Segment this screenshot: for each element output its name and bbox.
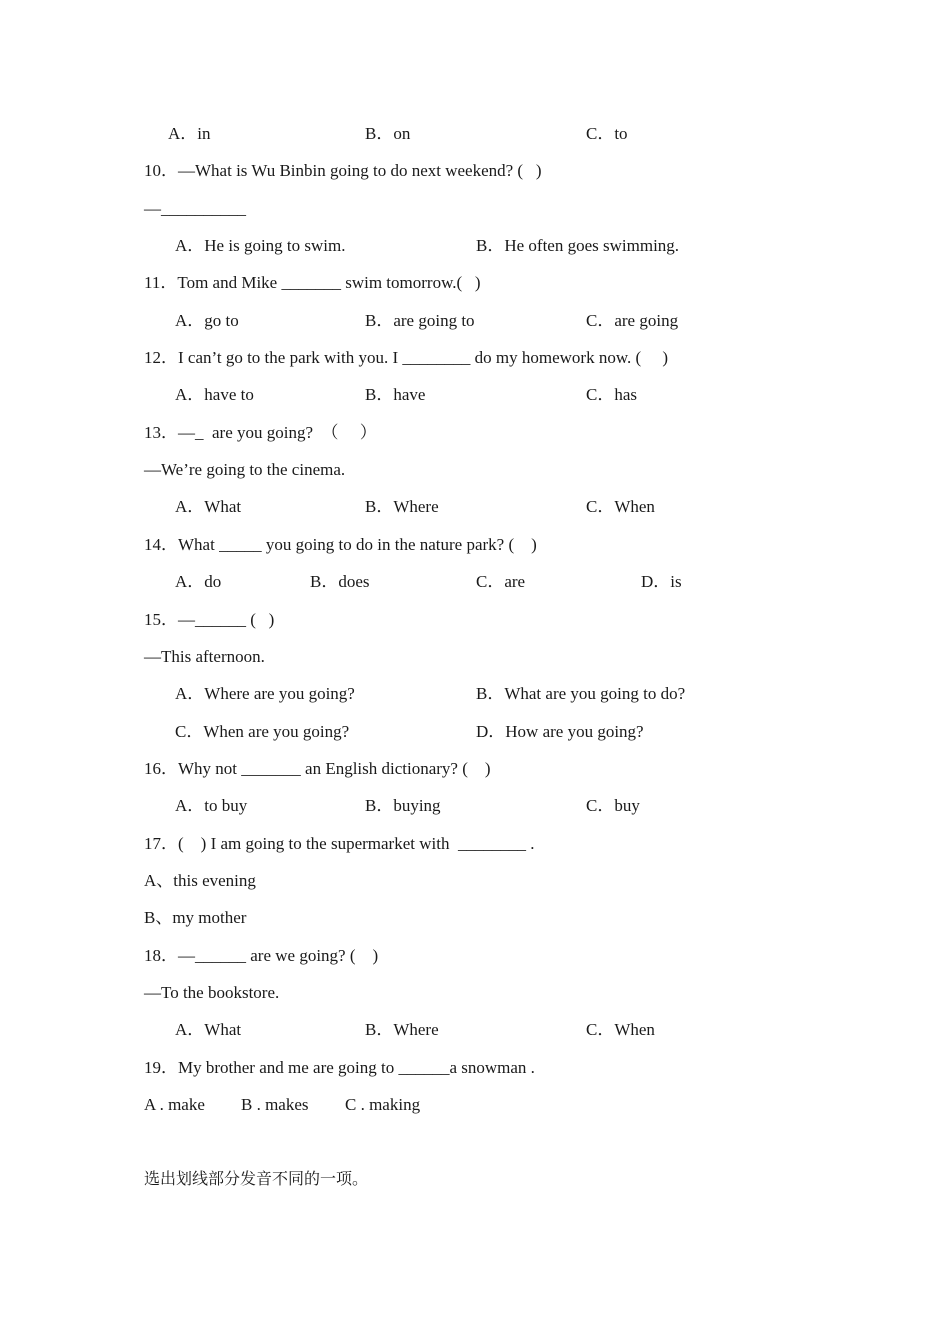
q12-option-a: A．have to (175, 385, 254, 404)
q17-stem: 17．( ) I am going to the supermarket with ________ . (144, 834, 535, 853)
q11-stem: 11．Tom and Mike _______ swim tomorrow.( ) (144, 273, 481, 292)
q11-option-c: C．are going (586, 311, 679, 330)
q15-option-b: B．What are you going to do? (476, 684, 686, 703)
q18-reply: —To the bookstore. (144, 983, 280, 1002)
q17-option-a: A、this evening (144, 871, 256, 890)
q17-option-b: B、my mother (144, 908, 247, 927)
q16-option-a: A．to buy (175, 796, 248, 815)
section-heading: 选出划线部分发音不同的一项。 (144, 1169, 369, 1188)
q12-option-c: C．has (586, 385, 637, 404)
q13-option-a: A．What (175, 497, 242, 516)
q14-option-b: B．does (310, 572, 370, 591)
q19-option-c: C . making (345, 1095, 421, 1114)
q12-option-b: B．have (365, 385, 426, 404)
q10-option-b: B．He often goes swimming. (476, 236, 680, 255)
q14-option-d: D．is (641, 572, 682, 591)
q12-stem: 12．I can’t go to the park with you. I ________ do my homework now. ( ) (144, 348, 669, 367)
q18-option-b: B．Where (365, 1020, 439, 1039)
q15-reply: —This afternoon. (144, 647, 265, 666)
q16-stem: 16．Why not _______ an English dictionary? ( ) (144, 759, 491, 778)
q15-option-a: A．Where are you going? (175, 684, 355, 703)
q9-option-b: B．on (365, 124, 411, 143)
q16-option-c: C．buy (586, 796, 640, 815)
q15-stem: 15．—______ ( ) (144, 610, 275, 629)
q14-option-a: A．do (175, 572, 222, 591)
q15-option-d: D．How are you going? (476, 722, 644, 741)
q14-option-c: C．are (476, 572, 526, 591)
q16-option-b: B．buying (365, 796, 441, 815)
q18-option-a: A．What (175, 1020, 242, 1039)
q13-stem: 13．—_ are you going? （ ） (144, 423, 377, 442)
q19-option-b: B . makes (241, 1095, 309, 1114)
q19-option-a: A . make (144, 1095, 205, 1114)
q13-option-c: C．When (586, 497, 655, 516)
q19-stem: 19．My brother and me are going to ______a snowman . (144, 1058, 535, 1077)
q13-reply: —We’re going to the cinema. (144, 460, 346, 479)
q14-stem: 14．What _____ you going to do in the nature park? ( ) (144, 535, 537, 554)
q10-option-a: A．He is going to swim. (175, 236, 346, 255)
q11-option-b: B．are going to (365, 311, 475, 330)
q9-option-a: A．in (168, 124, 211, 143)
q13-option-b: B．Where (365, 497, 439, 516)
q15-option-c: C．When are you going? (175, 722, 350, 741)
q10-answer-line: —__________ (144, 199, 246, 218)
q10-stem: 10．—What is Wu Binbin going to do next weekend? ( ) (144, 161, 542, 180)
q18-option-c: C．When (586, 1020, 655, 1039)
q9-option-c: C．to (586, 124, 628, 143)
q11-option-a: A．go to (175, 311, 239, 330)
q18-stem: 18．—______ are we going? ( ) (144, 946, 379, 965)
